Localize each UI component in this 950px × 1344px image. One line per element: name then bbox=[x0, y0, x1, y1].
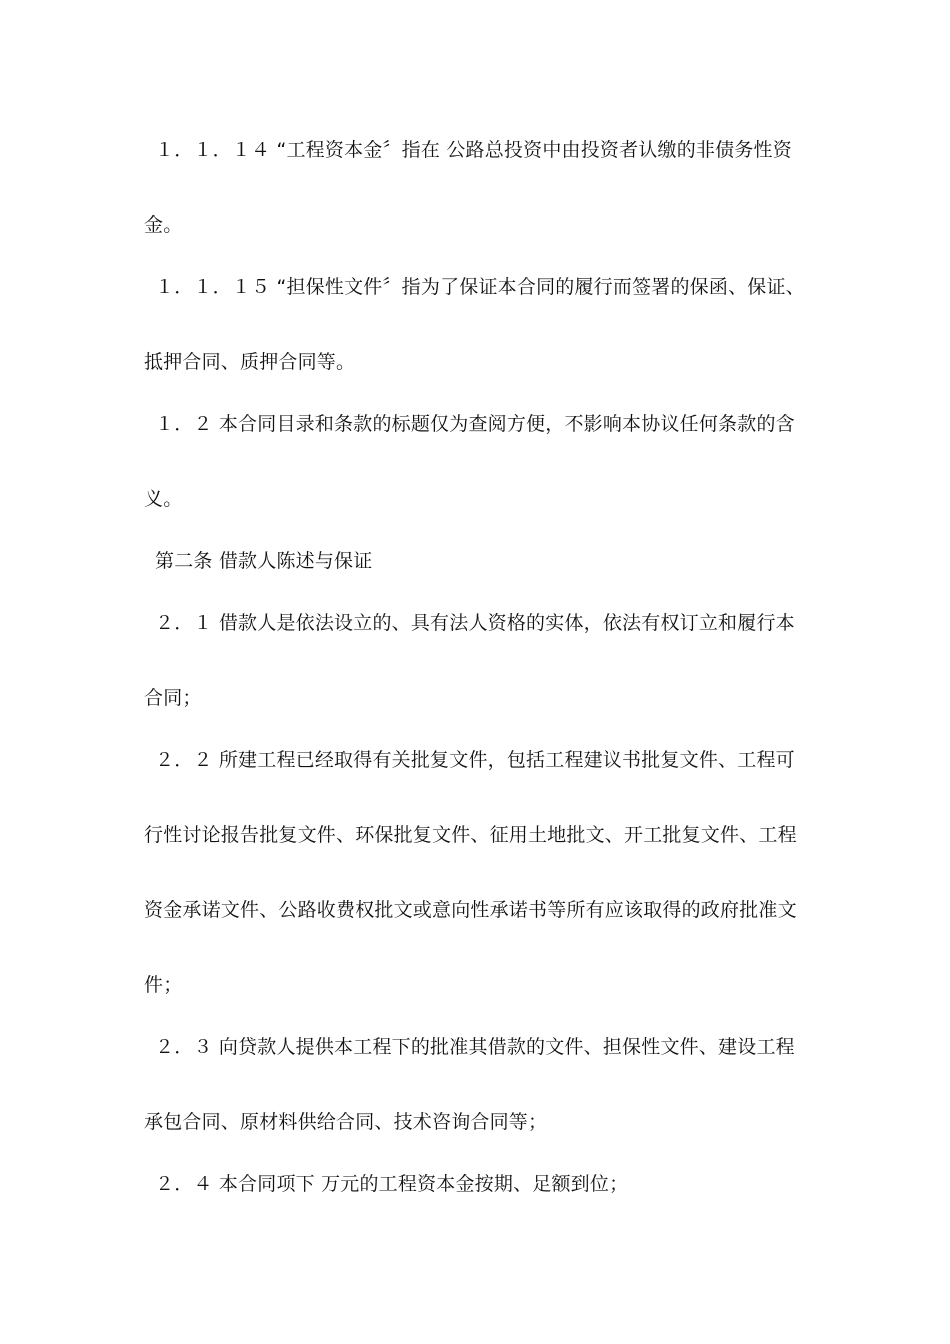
article-2-heading: 第二条 借款人陈述与保证 bbox=[155, 550, 373, 572]
clause-1-1-14: １．１．１４ “工程资本金〞指在 公路总投资中由投资者认缴的非债务性资 bbox=[155, 139, 792, 161]
clause-1-1-14-cont: 金。 bbox=[144, 214, 183, 236]
clause-2-4: ２．４ 本合同项下 万元的工程资本金按期、足额到位； bbox=[155, 1173, 629, 1195]
clause-2-2-cont-2: 资金承诺文件、公路收费权批文或意向性承诺书等所有应该取得的政府批准文 bbox=[144, 899, 797, 921]
clause-1-2-cont: 义。 bbox=[144, 488, 183, 510]
clause-1-1-15-cont: 抵押合同、质押合同等。 bbox=[144, 351, 356, 373]
clause-2-1: ２．１ 借款人是依法设立的、具有法人资格的实体，依法有权订立和履行本 bbox=[155, 612, 795, 634]
clause-2-2-cont-1: 行性讨论报告批复文件、环保批复文件、征用土地批文、开工批复文件、工程 bbox=[144, 824, 797, 846]
clause-2-3-cont: 承包合同、原材料供给合同、技术咨询合同等； bbox=[144, 1111, 548, 1133]
clause-2-3: ２．３ 向贷款人提供本工程下的批准其借款的文件、担保性文件、建设工程 bbox=[155, 1036, 795, 1058]
clause-1-2: １．２ 本合同目录和条款的标题仅为查阅方便，不影响本协议任何条款的含 bbox=[155, 413, 795, 435]
clause-2-1-cont: 合同； bbox=[144, 687, 202, 709]
clause-2-2-cont-3: 件； bbox=[144, 974, 183, 996]
clause-2-2: ２．２ 所建工程已经取得有关批复文件，包括工程建议书批复文件、工程可 bbox=[155, 749, 795, 771]
clause-1-1-15: １．１．１５ “担保性文件〞指为了保证本合同的履行而签署的保函、保证、 bbox=[155, 276, 805, 298]
